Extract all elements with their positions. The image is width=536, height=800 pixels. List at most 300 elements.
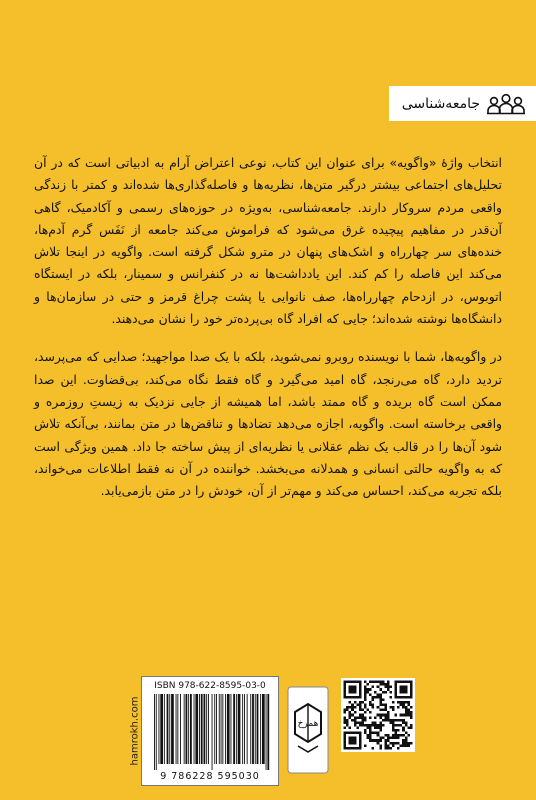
barcode-bar: [159, 694, 160, 764]
barcode-bar: [212, 694, 213, 770]
qr-module: [344, 709, 347, 712]
qr-module: [349, 686, 357, 694]
qr-module: [354, 701, 357, 704]
qr-module: [384, 704, 387, 707]
publisher-website: [128, 676, 142, 786]
qr-module: [359, 716, 362, 719]
qr-module: [344, 719, 347, 722]
qr-module: [405, 721, 408, 724]
qr-module: [402, 706, 405, 709]
qr-module: [392, 701, 395, 704]
qr-module: [369, 704, 372, 707]
qr-module: [410, 714, 413, 717]
qr-module: [384, 719, 387, 722]
barcode-bar: [188, 694, 189, 764]
qr-module: [364, 691, 367, 694]
qr-module: [405, 714, 408, 717]
qr-module: [384, 742, 387, 745]
qr-module: [349, 706, 352, 709]
barcode-bar: [195, 694, 198, 764]
qr-module: [377, 706, 380, 709]
qr-module: [349, 711, 352, 714]
qr-module: [374, 732, 377, 735]
qr-module: [397, 747, 400, 750]
qr-module: [407, 734, 410, 737]
qr-module: [361, 709, 364, 712]
qr-module: [384, 706, 387, 709]
barcode-bar: [201, 694, 203, 764]
qr-module: [346, 721, 349, 724]
barcode-bar: [219, 694, 220, 764]
qr-module: [377, 742, 380, 745]
blurb-paragraph-1: انتخاب واژهٔ «واگویه» برای عنوان این کتاب، نوعی اعتراض آرام به ادبیاتی است که در آن تحلیل‌های اجتماعی بیشتر درگیر متن‌ها، نظریه‌ها و فاصله‌گذاری‌ها شده‌اند و کمتر با زندگی واقعی مردم سروکار دارند. جامعه‌شناسی، به‌ویژه در حوزه‌های رسمی و آکادمیک، گاهی آن‌قدر در مفاهیم پیچیده غرق می‌شود که فراموش می‌کند جامعه از نَفَس گرم آدم‌ها، خنده‌های سر چهارراه و اشک‌های پنهان در مترو شکل گرفته است. واگویه در اینجا تلاش می‌کند این فاصله را کم کند. این یادداشت‌ها نه در کنفرانس و سمینار، بلکه در ایستگاه اتوبوس، در ازدحام چهارراه‌ها، صف نانوایی یا پشت چراغ قرمز و حتی در سازمان‌ها و دانشگاه‌ها نوشته شده‌اند؛ جایی که افراد گاه بی‌پرده‌تر خود را نشان می‌دهند.: [34, 155, 502, 327]
qr-module: [369, 726, 372, 729]
qr-module: [377, 734, 380, 737]
barcode-number: 9 786228 595030: [160, 771, 260, 782]
qr-module: [407, 714, 410, 717]
barcode-bar: [222, 694, 223, 764]
qr-module: [397, 724, 400, 727]
category-label: جامعه‌شناسی: [401, 95, 480, 112]
qr-module: [382, 714, 385, 717]
qr-module: [369, 716, 372, 719]
qr-module: [407, 709, 410, 712]
qr-module: [384, 747, 387, 750]
qr-module: [387, 734, 390, 737]
qr-module: [377, 732, 380, 735]
barcode-bar: [171, 694, 174, 764]
qr-module: [379, 688, 382, 691]
qr-module: [405, 709, 408, 712]
qr-module: [364, 688, 367, 691]
qr-module: [379, 704, 382, 707]
barcode-bar: [206, 694, 207, 764]
qr-module: [367, 726, 370, 729]
qr-module: [389, 706, 392, 709]
qr-module: [354, 719, 357, 722]
qr-module: [361, 701, 364, 704]
qr-module: [387, 686, 390, 689]
qr-module: [369, 711, 372, 714]
qr-module: [395, 729, 398, 732]
qr-module: [354, 721, 357, 724]
barcode-bar: [186, 694, 188, 764]
qr-module: [379, 698, 382, 701]
qr-module: [395, 724, 398, 727]
qr-module: [372, 686, 375, 689]
qr-module: [377, 724, 380, 727]
qr-module: [346, 709, 349, 712]
qr-module: [384, 683, 387, 686]
qr-module: [407, 704, 410, 707]
barcode-bar: [267, 694, 269, 770]
qr-module: [402, 734, 405, 737]
qr-module: [377, 686, 380, 689]
qr-code: [341, 678, 415, 752]
qr-module: [379, 709, 382, 712]
qr-module: [407, 742, 410, 745]
qr-module: [369, 681, 372, 684]
qr-module: [379, 747, 382, 750]
qr-module: [400, 719, 403, 722]
people-group-icon: [486, 92, 526, 116]
qr-module: [387, 711, 390, 714]
qr-module: [379, 681, 382, 684]
publisher-logo-text: همرخ: [297, 719, 319, 729]
qr-module: [384, 691, 387, 694]
qr-module: [382, 709, 385, 712]
qr-module: [392, 706, 395, 709]
barcode-bar: [214, 694, 215, 764]
qr-module: [392, 726, 395, 729]
qr-module: [359, 724, 362, 727]
qr-module: [400, 724, 403, 727]
barcode-bar: [231, 694, 232, 764]
qr-module: [354, 711, 357, 714]
qr-module: [382, 691, 385, 694]
qr-module: [397, 742, 400, 745]
qr-module: [387, 688, 390, 691]
qr-module: [400, 701, 403, 704]
qr-module: [405, 706, 408, 709]
qr-module: [405, 701, 408, 704]
qr-module: [382, 704, 385, 707]
qr-module: [392, 742, 395, 745]
qr-module: [384, 739, 387, 742]
barcode-bar: [227, 694, 230, 764]
qr-module: [354, 724, 357, 727]
qr-module: [402, 726, 405, 729]
barcode-bar: [244, 694, 245, 764]
qr-module: [377, 726, 380, 729]
barcode-bar: [250, 694, 251, 764]
qr-module: [374, 724, 377, 727]
qr-module: [359, 704, 362, 707]
qr-module: [356, 721, 359, 724]
qr-module: [389, 691, 392, 694]
barcode-bar: [154, 694, 155, 770]
qr-module: [379, 737, 382, 740]
qr-module: [349, 737, 357, 745]
barcode-bar: [262, 694, 265, 764]
qr-module: [382, 698, 385, 701]
qr-module: [367, 691, 370, 694]
qr-module: [351, 706, 354, 709]
qr-module: [400, 734, 403, 737]
qr-module: [402, 744, 405, 747]
qr-module: [372, 706, 375, 709]
qr-module: [392, 709, 395, 712]
qr-module: [377, 696, 380, 699]
qr-module: [367, 734, 370, 737]
qr-module: [359, 701, 362, 704]
qr-module: [392, 719, 395, 722]
qr-module: [405, 742, 408, 745]
barcode-bar: [177, 694, 178, 764]
qr-module: [372, 732, 375, 735]
barcode-bar: [216, 694, 217, 764]
qr-module: [395, 719, 398, 722]
qr-module: [377, 739, 380, 742]
qr-module: [395, 714, 398, 717]
barcode-bar: [208, 694, 209, 764]
qr-module: [392, 734, 395, 737]
qr-module: [364, 732, 367, 735]
qr-module: [344, 711, 347, 714]
qr-module: [395, 732, 398, 735]
qr-module: [367, 683, 370, 686]
qr-module: [361, 724, 364, 727]
category-label-box: [389, 86, 536, 121]
isbn-barcode-panel: [141, 676, 279, 786]
qr-module: [364, 681, 367, 684]
qr-module: [395, 737, 398, 740]
qr-module: [395, 734, 398, 737]
barcode-bar: [266, 694, 267, 770]
qr-module: [374, 681, 377, 684]
barcode-bar: [156, 694, 157, 770]
qr-module: [377, 693, 380, 696]
qr-module: [351, 704, 354, 707]
qr-module: [402, 721, 405, 724]
qr-module: [372, 696, 375, 699]
qr-module: [359, 714, 362, 717]
qr-module: [344, 721, 347, 724]
blurb-text: [34, 152, 502, 502]
qr-module: [410, 724, 413, 727]
qr-module: [389, 742, 392, 745]
qr-module: [389, 747, 392, 750]
qr-module: [389, 696, 392, 699]
qr-module: [387, 719, 390, 722]
qr-module: [400, 686, 408, 694]
qr-module: [389, 721, 392, 724]
qr-module: [397, 734, 400, 737]
qr-module: [387, 744, 390, 747]
qr-module: [369, 693, 372, 696]
barcode-bar: [242, 694, 243, 764]
qr-module: [374, 739, 377, 742]
barcode-bar: [221, 694, 222, 764]
qr-module: [346, 719, 349, 722]
barcode-bar: [255, 694, 256, 764]
qr-module: [367, 737, 370, 740]
qr-module: [379, 683, 382, 686]
barcode-graphic: [152, 694, 270, 770]
qr-module: [405, 711, 408, 714]
qr-module: [364, 719, 367, 722]
qr-module: [387, 683, 390, 686]
barcode-bar: [164, 694, 165, 764]
qr-module: [372, 721, 375, 724]
qr-module: [392, 721, 395, 724]
barcode-bar: [176, 694, 177, 764]
qr-module: [384, 716, 387, 719]
publisher-logo: [287, 686, 329, 774]
qr-module: [382, 681, 385, 684]
qr-module: [372, 704, 375, 707]
qr-module: [389, 686, 392, 689]
qr-module: [402, 729, 405, 732]
qr-module: [410, 716, 413, 719]
qr-module: [351, 709, 354, 712]
qr-module: [405, 732, 408, 735]
barcode-bar: [233, 694, 235, 764]
qr-module: [389, 737, 392, 740]
qr-module: [361, 719, 364, 722]
qr-module: [364, 706, 367, 709]
qr-module: [379, 726, 382, 729]
qr-module: [369, 739, 372, 742]
qr-module: [400, 744, 403, 747]
qr-module: [405, 744, 408, 747]
qr-module: [369, 729, 372, 732]
qr-module: [387, 716, 390, 719]
qr-module: [387, 739, 390, 742]
qr-module: [397, 706, 400, 709]
qr-module: [364, 744, 367, 747]
qr-module: [361, 716, 364, 719]
qr-module: [384, 744, 387, 747]
qr-module: [359, 709, 362, 712]
qr-module: [369, 737, 372, 740]
qr-module: [379, 724, 382, 727]
qr-module: [344, 716, 347, 719]
qr-module: [397, 729, 400, 732]
qr-module: [377, 714, 380, 717]
barcode-bar: [199, 694, 200, 764]
qr-module: [364, 686, 367, 689]
qr-module: [405, 739, 408, 742]
isbn-label: ISBN 978-622-8595-03-0: [154, 681, 266, 691]
qr-module: [364, 696, 367, 699]
qr-module: [364, 724, 367, 727]
qr-module: [361, 714, 364, 717]
qr-module: [402, 719, 405, 722]
qr-module: [402, 701, 405, 704]
qr-module: [374, 721, 377, 724]
blurb-paragraph-2: در واگویه‌ها، شما با نویسنده روبرو نمی‌شوید، بلکه با یک صدا مواجهید؛ صدایی که می‌پرسد، تردید دارد، گاه می‌رنجد، گاه امید می‌گیرد و گاه فقط نگاه می‌کند، بی‌قضاوت. این صدا ممکن است گاه بریده و گاه ممتد باشد، اما همیشه از جایی نزدیک به زیستِ روزمره و واقعی برخاسته است. واگویه، اجازه می‌دهد تضادها و تناقض‌ها در متن بمانند، بی‌آنکه تلاش شود آن‌ها را در قالب یک نظم عقلانی یا نظریه‌ای از پیش ساخته جا داد. همین ویژگی است که به واگویه حالتی انسانی و همدلانه می‌بخشد. خواننده در آن نه فقط اطلاعات می‌خواند، بلکه تجربه می‌کند، احساس می‌کند و مهم‌تر از آن، خودش را در متن بازمی‌یابد.: [34, 349, 502, 499]
qr-module: [372, 681, 375, 684]
qr-module: [369, 724, 372, 727]
qr-module: [410, 726, 413, 729]
barcode-bar: [194, 694, 195, 764]
qr-module: [400, 704, 403, 707]
qr-module: [377, 681, 380, 684]
qr-module: [351, 714, 354, 717]
qr-module: [387, 737, 390, 740]
qr-module: [369, 732, 372, 735]
qr-module: [397, 737, 400, 740]
qr-module: [349, 726, 352, 729]
qr-module: [374, 716, 377, 719]
qr-module: [389, 719, 392, 722]
qr-module: [392, 737, 395, 740]
barcode-bar: [260, 694, 261, 764]
qr-module: [367, 688, 370, 691]
qr-module: [410, 711, 413, 714]
barcode-bar: [204, 694, 206, 764]
qr-module: [384, 714, 387, 717]
qr-module: [369, 734, 372, 737]
qr-module: [356, 716, 359, 719]
qr-module: [372, 747, 375, 750]
qr-module: [407, 744, 410, 747]
qr-module: [384, 709, 387, 712]
qr-module: [387, 681, 390, 684]
qr-module: [374, 726, 377, 729]
qr-module: [400, 714, 403, 717]
qr-module: [405, 724, 408, 727]
barcode-bar: [184, 694, 185, 764]
qr-module: [349, 716, 352, 719]
qr-module: [364, 711, 367, 714]
qr-module: [410, 742, 413, 745]
qr-module: [364, 729, 367, 732]
qr-module: [346, 706, 349, 709]
barcode-bar: [247, 694, 248, 764]
qr-module: [359, 706, 362, 709]
barcode-bar: [169, 694, 170, 764]
qr-module: [384, 734, 387, 737]
barcode-bar: [225, 694, 226, 764]
qr-module: [361, 721, 364, 724]
barcode-bar: [160, 694, 163, 764]
qr-module: [379, 721, 382, 724]
qr-module: [402, 739, 405, 742]
qr-module: [397, 701, 400, 704]
barcode-bar: [257, 694, 259, 764]
qr-module: [395, 742, 398, 745]
qr-module: [372, 724, 375, 727]
qr-module: [387, 714, 390, 717]
qr-module: [382, 683, 385, 686]
qr-module: [402, 704, 405, 707]
qr-module: [402, 742, 405, 745]
qr-module: [356, 704, 359, 707]
barcode-bar: [190, 694, 192, 764]
qr-module: [374, 696, 377, 699]
qr-module: [384, 686, 387, 689]
publisher-website-label: hamrokh.com: [129, 696, 141, 766]
qr-module: [379, 729, 382, 732]
qr-module: [346, 724, 349, 727]
qr-module: [379, 693, 382, 696]
qr-module: [379, 739, 382, 742]
qr-module: [349, 701, 352, 704]
barcode-bar: [180, 694, 181, 764]
qr-module: [374, 691, 377, 694]
qr-module: [364, 698, 367, 701]
qr-module: [387, 747, 390, 750]
qr-module: [364, 693, 367, 696]
barcode-bar: [252, 694, 254, 764]
qr-module: [405, 737, 408, 740]
qr-module: [407, 711, 410, 714]
qr-module: [344, 726, 347, 729]
qr-module: [359, 721, 362, 724]
qr-module: [382, 724, 385, 727]
qr-module: [356, 726, 359, 729]
barcode-bar: [167, 694, 169, 764]
qr-module: [364, 716, 367, 719]
qr-module: [354, 716, 357, 719]
barcode-bar: [236, 694, 237, 764]
qr-module: [392, 724, 395, 727]
qr-module: [379, 744, 382, 747]
qr-module: [349, 714, 352, 717]
qr-module: [379, 714, 382, 717]
